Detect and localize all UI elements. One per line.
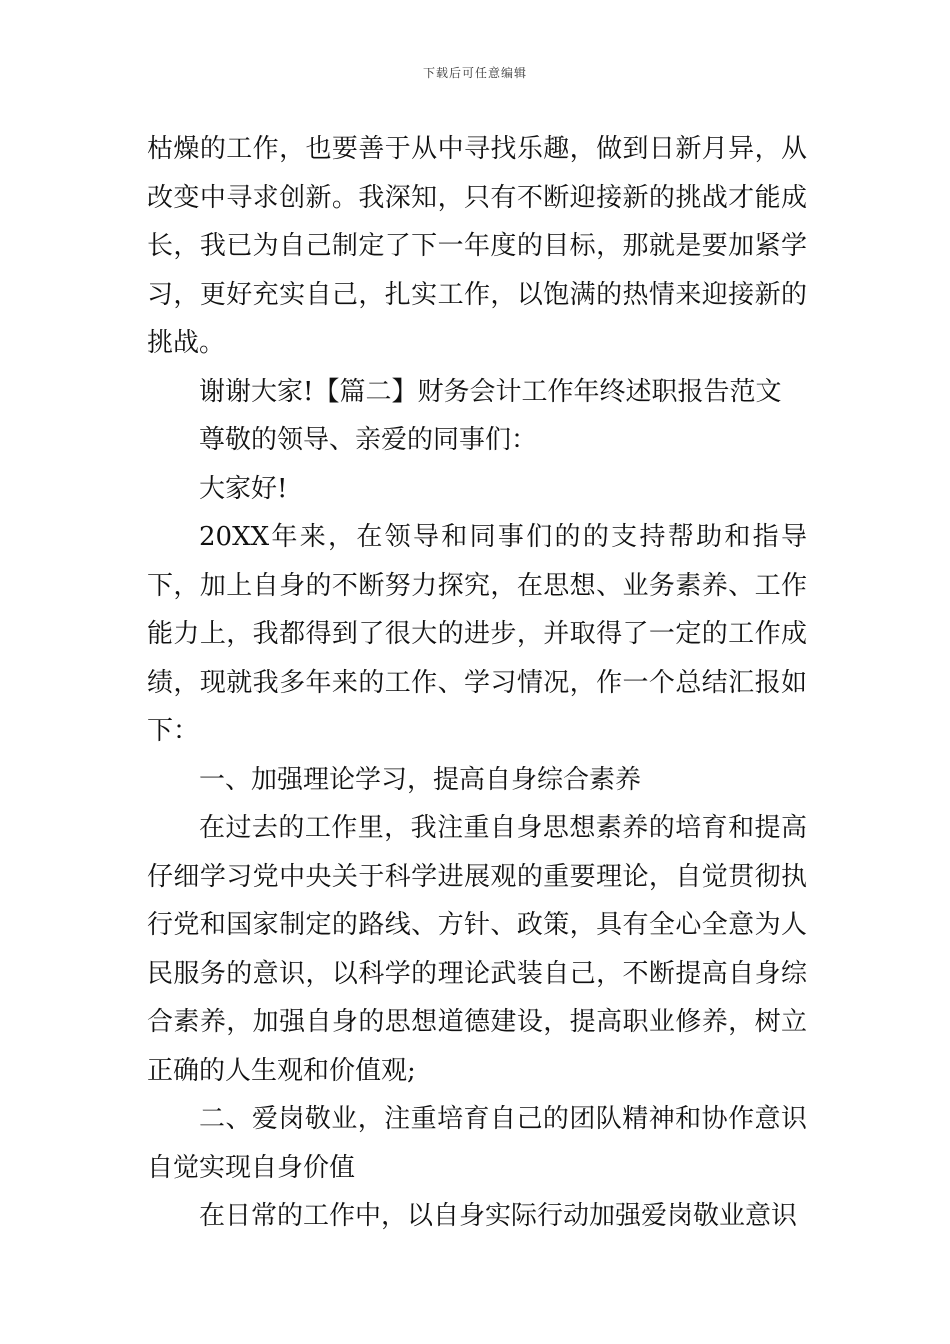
page-header-note: 下载后可任意编辑 [422,66,527,80]
paragraph-2: 谢谢大家!【篇二】财务会计工作年终述职报告范文 [199,376,782,407]
paragraph-6: 在过去的工作里，我注重自身思想素养的培育和提高仔细学习党中央关于科学进展观的重要理论，自觉贯彻执行党和国家制定的路线、方针、政策，具有全心全意为人民服务的意识，以科学的理论武装自己，不断提高自身综合素养，加强自身的思想道德建设，提高职业修养，树立正确的人生观和价值观; [147,813,807,1086]
paragraph-5: 20XX年来，在领导和同事们的的支持帮助和指导下，加上自身的不断努力探究，在思想、业务素养、工作能力上，我都得到了很大的进步，并取得了一定的工作成绩，现就我多年来的工作、学习情况，作一个总结汇报如下： [147,522,807,746]
paragraph-3: 尊敬的领导、亲爱的同事们： [199,425,538,455]
section-heading-2: 二、爱岗敬业，注重培育自己的团队精神和协作意识自觉实现自身价值 [147,1104,807,1183]
paragraph-7: 在日常的工作中，以自身实际行动加强爱岗敬业意识 [199,1201,798,1231]
paragraph-1: 枯燥的工作，也要善于从中寻找乐趣，做到日新月异，从改变中寻求创新。我深知，只有不断迎接新的挑战才能成长，我已为自己制定了下一年度的目标，那就是要加紧学习，更好充实自己，扎实工作，以饱满的热情来迎接新的挑战。 [147,134,807,358]
paragraph-4: 大家好! [199,473,288,504]
section-heading-1: 一、加强理论学习，提高自身综合素养 [199,764,642,795]
document-body [147,125,807,1241]
